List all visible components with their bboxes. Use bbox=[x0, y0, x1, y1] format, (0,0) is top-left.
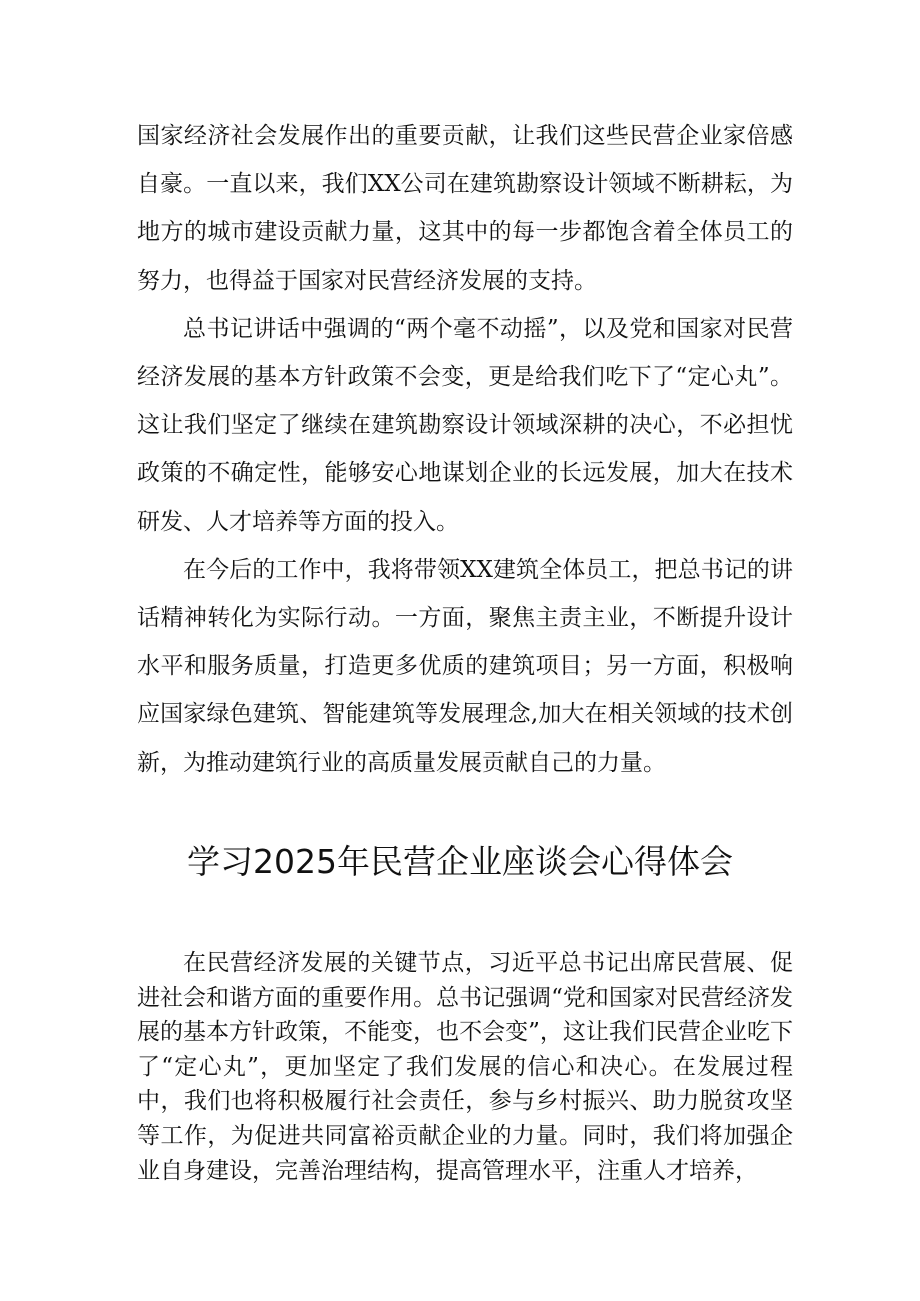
article-body bbox=[137, 946, 793, 1188]
article-title: 学习2025年民营企业座谈会心得体会 bbox=[187, 842, 733, 881]
body-paragraph-3: 在今后的工作中，我将带领XX建筑全体员工，把总书记的讲话精神转化为实际行动。一方面，聚焦主责主业，不断提升设计水平和服务质量，打造更多优质的建筑项目；另一方面，积极响应国家绿色建筑、智能建筑等发展理念,加大在相关领域的技术创新，为推动建筑行业的高质量发展贡献自己的力量。 bbox=[137, 556, 793, 776]
article-paragraph-1: 在民营经济发展的关键节点，习近平总书记出席民营展、促进社会和谐方面的重要作用。总书记强调“党和国家对民营经济发展的基本方针政策，不能变，也不会变”，这让我们民营企业吃下了“定心丸”，更加坚定了我们发展的信心和决心。在发展过程中，我们也将积极履行社会责任，参与乡村振兴、助力脱贫攻坚等工作，为促进共同富裕贡献企业的力量。同时，我们将加强企业自身建设，完善治理结构，提高管理水平，注重人才培养， bbox=[137, 950, 793, 1184]
body-paragraph-1: 国家经济社会发展作出的重要贡献，让我们这些民营企业家倍感自豪。一直以来，我们XX公司在建筑勘察设计领域不断耕耘，为地方的城市建设贡献力量，这其中的每一步都饱含着全体员工的努力，也得益于国家对民营经济发展的支持。 bbox=[137, 123, 793, 294]
body-paragraph-2: 总书记讲话中强调的“两个毫不动摇”，以及党和国家对民营经济发展的基本方针政策不会变，更是给我们吃下了“定心丸”。这让我们坚定了继续在建筑勘察设计领域深耕的决心，不必担忧政策的不确定性，能够安心地谋划企业的长远发展，加大在技术研发、人才培养等方面的投入。 bbox=[137, 315, 793, 535]
previous-article-body bbox=[137, 112, 793, 787]
